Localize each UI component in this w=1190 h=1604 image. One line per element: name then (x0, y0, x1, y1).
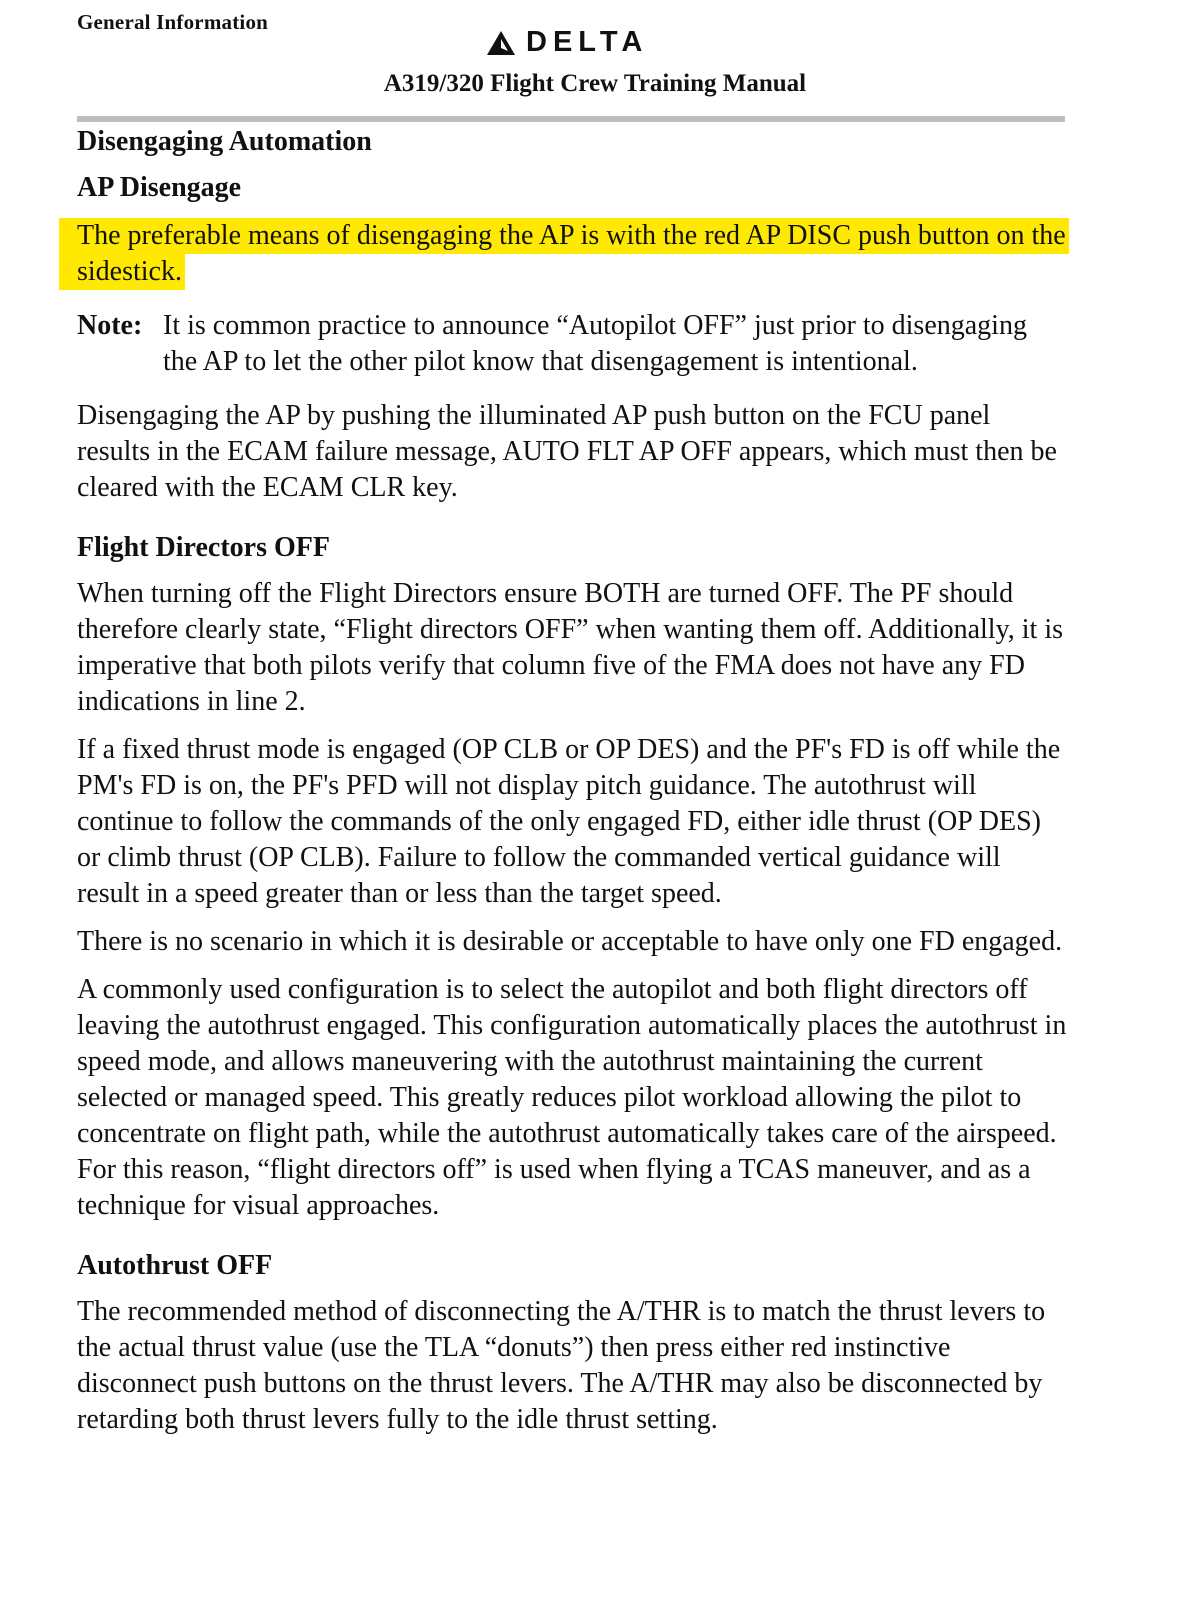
ap-disengage-paragraph: Disengaging the AP by pushing the illuminated AP push button on the FCU panel results in the ECAM failure message, AUTO FLT AP OFF appears, which must then be cleared with the ECAM CLR key. (77, 400, 1057, 503)
brand-name: DELTA (526, 26, 649, 58)
flight-directors-heading: Flight Directors OFF (77, 532, 330, 563)
ap-disengage-highlighted-paragraph (77, 218, 1067, 290)
autothrust-paragraph: The recommended method of disconnecting the A/THR is to match the thrust levers to the actual thrust value (use the TLA “donuts”) then press either red instinctive disconnect push buttons on the thrust levers. The A/THR may also be disconnected by retarding both thrust levers fully to the idle thrust setting. (77, 1296, 1046, 1435)
note-label: Note: (77, 310, 143, 341)
note-block (77, 308, 1067, 380)
delta-widget-icon (486, 30, 516, 56)
autothrust-heading: Autothrust OFF (77, 1250, 273, 1281)
fd-paragraph-1: When turning off the Flight Directors ensure BOTH are turned OFF. The PF should therefore clearly state, “Flight directors OFF” when wanting them off. Additionally, it is imperative that both pilots verify that column five of the FMA does not have any FD indications in line 2. (77, 578, 1064, 717)
fd-paragraph-3: There is no scenario in which it is desirable or acceptable to have only one FD engaged. (77, 926, 1063, 957)
highlight: The preferable means of disengaging the AP is with the red AP DISC push button on the sidestick. (77, 218, 1066, 290)
note-text: It is common practice to announce “Autopilot OFF” just prior to disengaging the AP to let the other pilot know that disengagement is intentional. (163, 310, 1027, 377)
fd-paragraph-2: If a fixed thrust mode is engaged (OP CLB or OP DES) and the PF's FD is off while the PM's FD is on, the PF's PFD will not display pitch guidance. The autothrust will continue to follow the commands of the only engaged FD, either idle thrust (OP DES) or climb thrust (OP CLB). Failure to follow the commanded vertical guidance will result in a speed greater than or less than the target speed. (77, 734, 1061, 909)
header-divider (77, 116, 1065, 122)
fd-paragraph-4: A commonly used configuration is to select the autopilot and both flight directors off leaving the autothrust engaged. This configuration automatically places the autothrust in speed mode, and allows maneuvering with the autothrust maintaining the current selected or managed speed. This greatly reduces pilot workload allowing the pilot to concentrate on flight path, while the autothrust automatically takes care of the airspeed. For this reason, “flight directors off” is used when flying a TCAS maneuver, and as a technique for visual approaches. (77, 974, 1067, 1221)
section-label: General Information (77, 10, 269, 34)
brand-logo (486, 28, 648, 57)
ap-disengage-heading: AP Disengage (77, 172, 242, 203)
manual-title: A319/320 Flight Crew Training Manual (383, 70, 807, 97)
section-heading: Disengaging Automation (77, 126, 372, 157)
document-body (77, 124, 1067, 1438)
